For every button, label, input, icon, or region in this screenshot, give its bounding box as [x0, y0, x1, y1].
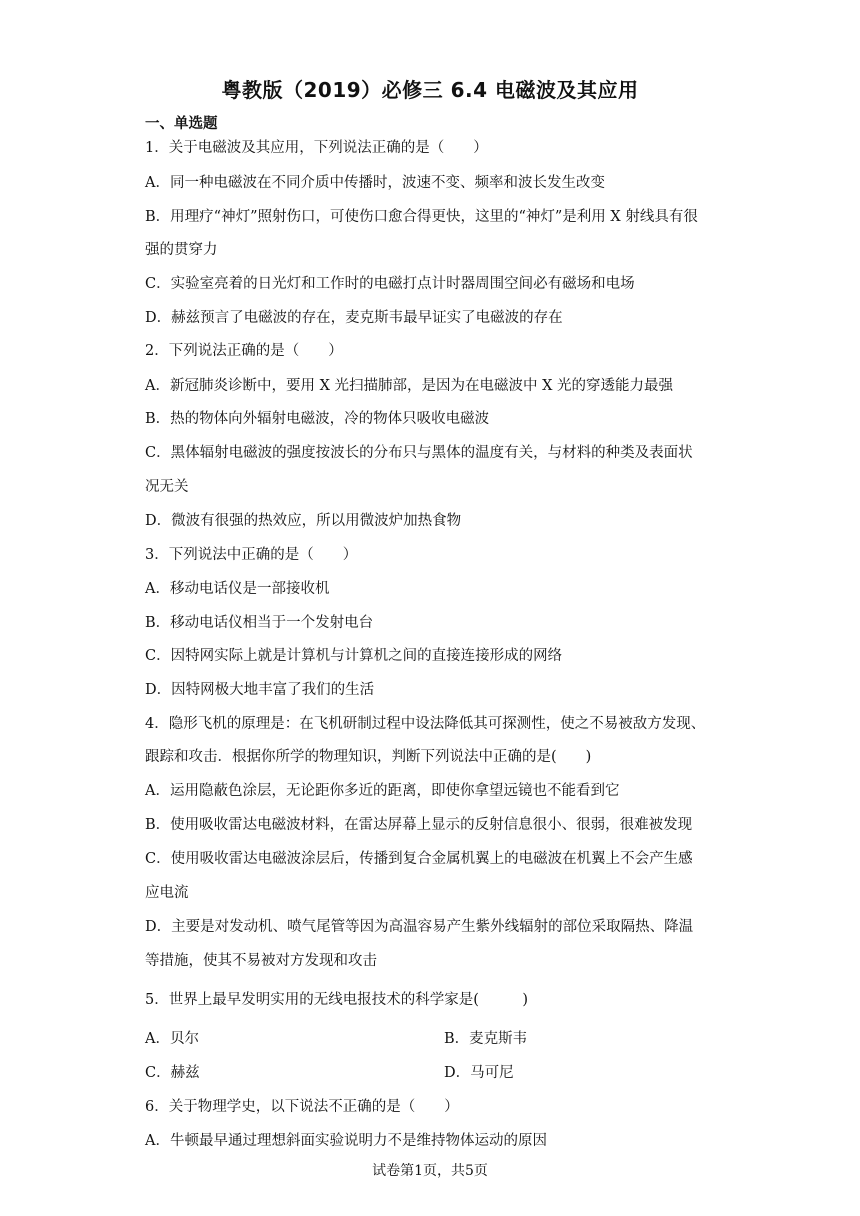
- question-4-option-d-continued: 等措施，使其不易被对方发现和攻击: [145, 953, 377, 969]
- question-1-option-d: D．赫兹预言了电磁波的存在，麦克斯韦最早证实了电磁波的存在: [145, 310, 563, 326]
- question-5-option-a: A．贝尔: [145, 1031, 199, 1047]
- question-3-option-b: B．移动电话仪相当于一个发射电台: [145, 615, 374, 631]
- question-6-stem: 6．关于物理学史，以下说法不正确的是（ ）: [145, 1099, 459, 1115]
- question-2-option-c: C．黑体辐射电磁波的强度按波长的分布只与黑体的温度有关，与材料的种类及表面状: [145, 445, 693, 461]
- question-5-option-d: D．马可尼: [444, 1065, 514, 1081]
- question-3-option-a: A．移动电话仪是一部接收机: [145, 581, 330, 597]
- question-6-option-a: A．牛顿最早通过理想斜面实验说明力不是维持物体运动的原因: [145, 1133, 547, 1149]
- question-1-option-b: B．用理疗“神灯”照射伤口，可使伤口愈合得更快，这里的“神灯”是利用 X 射线具有很: [145, 209, 698, 225]
- question-2-option-b: B．热的物体向外辐射电磁波，冷的物体只吸收电磁波: [145, 411, 490, 427]
- question-5-option-c: C．赫兹: [145, 1065, 200, 1081]
- section-heading: 一、单选题: [145, 116, 218, 132]
- question-3-option-d: D．因特网极大地丰富了我们的生活: [145, 682, 375, 698]
- question-4-option-d: D．主要是对发动机、喷气尾管等因为高温容易产生紫外线辐射的部位采取隔热、降温: [145, 919, 694, 935]
- question-4-stem: 4．隐形飞机的原理是：在飞机研制过程中设法降低其可探测性，使之不易被敌方发现、: [145, 716, 706, 732]
- page-footer: 试卷第1页，共5页: [372, 1163, 488, 1179]
- question-4-option-c-continued: 应电流: [145, 885, 189, 901]
- question-4-option-c: C．使用吸收雷达电磁波涂层后，传播到复合金属机翼上的电磁波在机翼上不会产生感: [145, 851, 693, 867]
- question-3-option-c: C．因特网实际上就是计算机与计算机之间的直接连接形成的网络: [145, 648, 563, 664]
- question-1-option-b-continued: 强的贯穿力: [145, 242, 218, 258]
- question-2-option-d: D．微波有很强的热效应，所以用微波炉加热食物: [145, 513, 462, 529]
- question-4-option-a: A．运用隐蔽色涂层，无论距你多近的距离，即使你拿望远镜也不能看到它: [145, 783, 620, 799]
- question-4-option-b: B．使用吸收雷达电磁波材料，在雷达屏幕上显示的反射信息很小、很弱，很难被发现: [145, 817, 693, 833]
- question-3-stem: 3．下列说法中正确的是（ ）: [145, 547, 358, 563]
- question-2-option-c-continued: 况无关: [145, 479, 189, 495]
- question-5-option-b: B．麦克斯韦: [444, 1031, 528, 1047]
- question-1-option-a: A．同一种电磁波在不同介质中传播时，波速不变、频率和波长发生改变: [145, 175, 605, 191]
- question-5-stem: 5．世界上最早发明实用的无线电报技术的科学家是( ): [145, 992, 529, 1008]
- question-1-stem: 1．关于电磁波及其应用，下列说法正确的是（ ）: [145, 140, 488, 156]
- question-4-stem-continued: 跟踪和攻击．根据你所学的物理知识，判断下列说法中正确的是( ): [145, 749, 592, 765]
- question-1-option-c: C．实验室亮着的日光灯和工作时的电磁打点计时器周围空间必有磁场和电场: [145, 276, 635, 292]
- question-2-option-a: A．新冠肺炎诊断中，要用 X 光扫描肺部，是因为在电磁波中 X 光的穿透能力最强: [145, 378, 674, 394]
- page-title: 粤教版（2019）必修三 6.4 电磁波及其应用: [221, 78, 639, 102]
- question-2-stem: 2．下列说法正确的是（ ）: [145, 343, 343, 359]
